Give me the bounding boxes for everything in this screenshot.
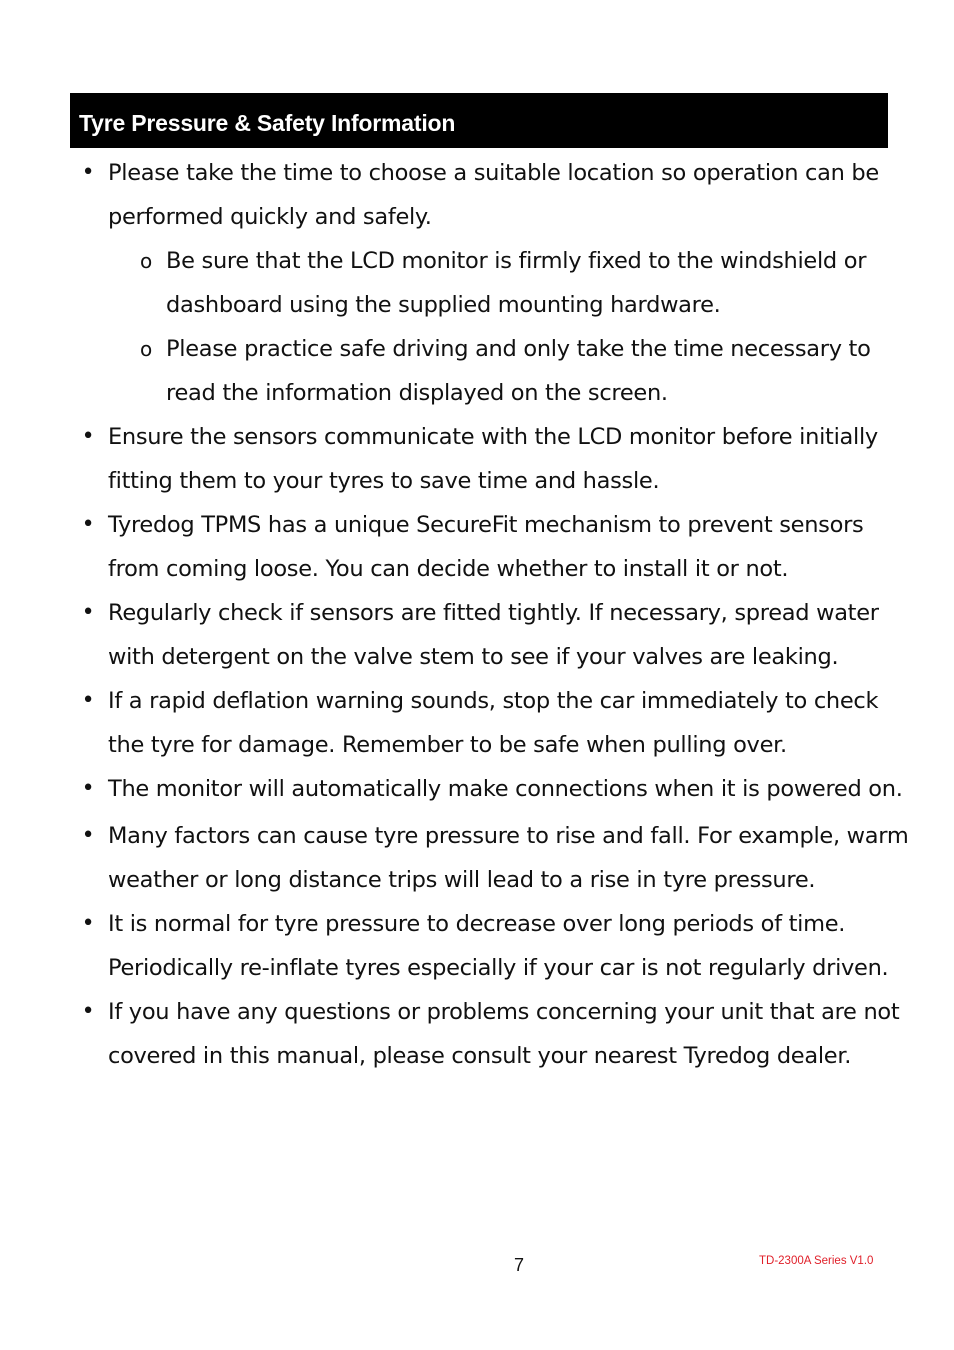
list-item (0, 814, 908, 902)
section-title: Tyre Pressure & Safety Information (79, 110, 456, 136)
list-item-text-line: Be sure that the LCD monitor is firmly fixed to the windshield or (166, 248, 867, 274)
list-item-text-line: with detergent on the valve stem to see if your valves are leaking. (108, 644, 839, 670)
list-item-text-line: Regularly check if sensors are fitted tightly. If necessary, spread water (108, 600, 879, 626)
bullet-icon: • (81, 911, 95, 936)
list-item (0, 990, 908, 1078)
list-item (0, 415, 908, 503)
list-item-text-line: Please take the time to choose a suitable location so operation can be (108, 160, 879, 186)
list-item-text-line: weather or long distance trips will lead to a rise in tyre pressure. (108, 867, 816, 893)
bullet-icon: • (81, 776, 95, 801)
list-item (0, 591, 908, 679)
sub-list-item (0, 239, 926, 327)
bullet-icon: • (81, 823, 95, 848)
list-item-text-line: Please practice safe driving and only take the time necessary to (166, 336, 871, 362)
list-item-text-line: The monitor will automatically make connections when it is powered on. (108, 776, 903, 802)
sub-list-item (0, 327, 926, 415)
list-item-text-line: the tyre for damage. Remember to be safe when pulling over. (108, 732, 787, 758)
page-number: 7 (514, 1255, 525, 1275)
list-item-text-line: read the information displayed on the screen. (166, 380, 668, 406)
list-item-text-line: from coming loose. You can decide whether to install it or not. (108, 556, 789, 582)
circle-bullet-icon: o (140, 337, 152, 361)
list-item (0, 151, 908, 239)
list-item-text-line: Periodically re-inflate tyres especially if your car is not regularly driven. (108, 955, 889, 981)
list-item (0, 902, 908, 990)
list-item-text-line: dashboard using the supplied mounting hardware. (166, 292, 721, 318)
bullet-icon: • (81, 999, 95, 1024)
list-item-text-line: Ensure the sensors communicate with the LCD monitor before initially (108, 424, 878, 450)
list-item-text-line: covered in this manual, please consult your nearest Tyredog dealer. (108, 1043, 852, 1069)
list-item-text-line: performed quickly and safely. (108, 204, 432, 230)
list-item (0, 767, 908, 811)
list-item-text-line: Tyredog TPMS has a unique SecureFit mechanism to prevent sensors (108, 512, 864, 538)
list-item-text-line: It is normal for tyre pressure to decrease over long periods of time. (108, 911, 846, 937)
list-item-text-line: If you have any questions or problems concerning your unit that are not (108, 999, 900, 1025)
list-item-text-line: If a rapid deflation warning sounds, stop the car immediately to check (108, 688, 879, 714)
bullet-icon: • (81, 688, 95, 713)
section-header-bar (70, 93, 888, 148)
list-item (0, 679, 908, 767)
list-item (0, 503, 908, 591)
list-item-text-line: fitting them to your tyres to save time and hassle. (108, 468, 660, 494)
safety-info-list (0, 151, 954, 1078)
circle-bullet-icon: o (140, 249, 152, 273)
list-item-text-line: Many factors can cause tyre pressure to rise and fall. For example, warm (108, 823, 909, 849)
model-series-label: TD-2300A Series V1.0 (759, 1255, 874, 1267)
bullet-icon: • (81, 512, 95, 537)
bullet-icon: • (81, 600, 95, 625)
bullet-icon: • (81, 424, 95, 449)
bullet-icon: • (81, 160, 95, 185)
